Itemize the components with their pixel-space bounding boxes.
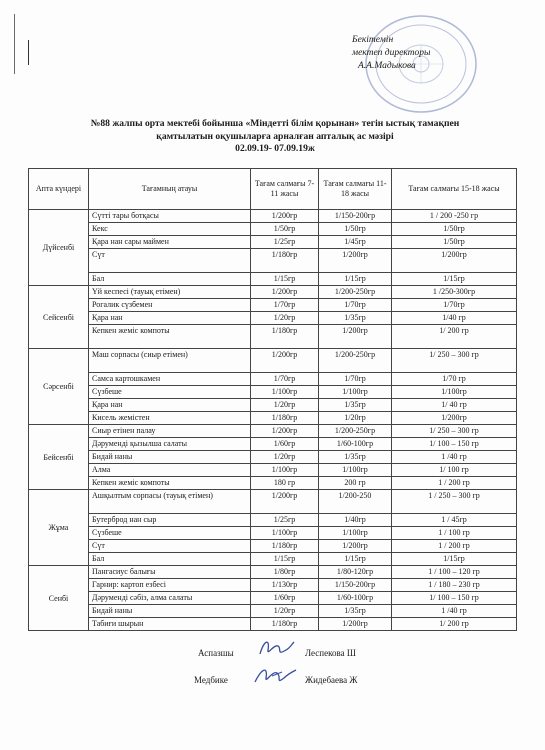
table-row xyxy=(29,579,517,592)
weight-15-18-cell: 1 /40 гр xyxy=(392,451,517,464)
weight-7-11-cell: 1/180гр xyxy=(251,325,319,349)
table-row xyxy=(29,210,517,223)
weight-7-11-cell: 1/60гр xyxy=(251,438,319,451)
weight-7-11-cell: 1/100гр xyxy=(251,527,319,540)
weight-15-18-cell: 1 / 45гр xyxy=(392,514,517,527)
table-row xyxy=(29,349,517,373)
header-weight-11-18: Тағам салмағы 11-18 жасы xyxy=(319,169,392,210)
table-row xyxy=(29,399,517,412)
weight-11-18-cell: 1/100гр xyxy=(319,527,392,540)
dish-name-cell: Қара нан xyxy=(89,312,251,325)
handwritten-signature-cook xyxy=(256,636,296,660)
table-row xyxy=(29,438,517,451)
weight-7-11-cell: 1/100гр xyxy=(251,464,319,477)
table-row xyxy=(29,386,517,399)
dish-name-cell: Кепкен жеміс компоты xyxy=(89,477,251,490)
table-row xyxy=(29,592,517,605)
dish-name-cell: Дәрумендi сәбіз, алма салаты xyxy=(89,592,251,605)
weight-11-18-cell: 1/70гр xyxy=(319,299,392,312)
weight-15-18-cell: 1/70 гр xyxy=(392,373,517,386)
signature-cook xyxy=(198,648,234,658)
weight-7-11-cell: 1/20гр xyxy=(251,451,319,464)
weight-7-11-cell: 1/60гр xyxy=(251,592,319,605)
table-row xyxy=(29,464,517,477)
margin-tick xyxy=(28,40,29,65)
dish-name-cell: Кепкен жеміс компоты xyxy=(89,325,251,349)
weight-7-11-cell: 1/80гр xyxy=(251,566,319,579)
weight-11-18-cell: 1/60-100гр xyxy=(319,592,392,605)
day-name-cell: Сәрсенбі xyxy=(29,349,89,425)
dish-name-cell: Сиыр етінен палау xyxy=(89,425,251,438)
weight-11-18-cell: 1/150-200гр xyxy=(319,210,392,223)
weight-7-11-cell: 180 гр xyxy=(251,477,319,490)
signature-role: Медбике xyxy=(194,675,228,685)
header-weight-7-11: Тағам салмағы 7-11 жасы xyxy=(251,169,319,210)
weight-15-18-cell: 1/ 100 – 150 гр xyxy=(392,592,517,605)
dish-name-cell: Сүзбеше xyxy=(89,527,251,540)
day-name-cell: Сейсенбі xyxy=(29,286,89,349)
table-row xyxy=(29,566,517,579)
weight-7-11-cell: 1/180гр xyxy=(251,249,319,273)
weight-11-18-cell: 1/200-250гр xyxy=(319,286,392,299)
table-row xyxy=(29,299,517,312)
weight-11-18-cell: 1/45гр xyxy=(319,236,392,249)
weight-7-11-cell: 1/50гр xyxy=(251,223,319,236)
weight-15-18-cell: 1 / 200 -250 гр xyxy=(392,210,517,223)
day-name-cell: Бейсенбі xyxy=(29,425,89,490)
weekly-menu-table xyxy=(28,168,517,631)
weight-11-18-cell: 1/35гр xyxy=(319,399,392,412)
dish-name-cell: Ашқылтым сорпасы (тауық етімен) xyxy=(89,490,251,514)
dish-name-cell: Бутерброд нан сыр xyxy=(89,514,251,527)
weight-11-18-cell: 1/100гр xyxy=(319,464,392,477)
table-row xyxy=(29,373,517,386)
weight-7-11-cell: 1/180гр xyxy=(251,618,319,631)
title-line-2: қамтылатын оқушыларға арналған апталық ас мәзірі xyxy=(156,130,394,142)
table-row xyxy=(29,273,517,286)
approval-line-3: А.А.Мадыкова xyxy=(358,61,416,71)
weight-11-18-cell: 1/35гр xyxy=(319,451,392,464)
weight-11-18-cell: 1/80-120гр xyxy=(319,566,392,579)
weight-7-11-cell: 1/20гр xyxy=(251,605,319,618)
weight-7-11-cell: 1/200гр xyxy=(251,425,319,438)
weight-15-18-cell: 1 /40 гр xyxy=(392,605,517,618)
weight-7-11-cell: 1/25гр xyxy=(251,236,319,249)
weight-11-18-cell: 1/200гр xyxy=(319,325,392,349)
weight-11-18-cell: 1/100гр xyxy=(319,386,392,399)
dish-name-cell: Рогалик сүзбемен xyxy=(89,299,251,312)
weight-7-11-cell: 1/200гр xyxy=(251,349,319,373)
weight-15-18-cell: 1/200гр xyxy=(392,412,517,425)
weight-7-11-cell: 1/20гр xyxy=(251,312,319,325)
title-line-3: 02.09.19- 07.09.19ж xyxy=(235,143,315,154)
weight-15-18-cell: 1 / 100 – 120 гр xyxy=(392,566,517,579)
dish-name-cell: Кекс xyxy=(89,223,251,236)
signature-nurse-name xyxy=(305,675,357,685)
table-header-row xyxy=(29,169,517,210)
table-row xyxy=(29,490,517,514)
dish-name-cell: Сүт xyxy=(89,249,251,273)
table-row xyxy=(29,223,517,236)
table-row xyxy=(29,236,517,249)
weight-15-18-cell: 1/200гр xyxy=(392,249,517,273)
weight-11-18-cell: 1/150-200гр xyxy=(319,579,392,592)
dish-name-cell: Бал xyxy=(89,273,251,286)
signature-name: Леспекова Ш xyxy=(305,648,356,658)
table-row xyxy=(29,540,517,553)
weight-11-18-cell: 1/200-250 xyxy=(319,490,392,514)
weight-11-18-cell: 200 гр xyxy=(319,477,392,490)
table-row xyxy=(29,553,517,566)
weight-7-11-cell: 1/180гр xyxy=(251,540,319,553)
weight-15-18-cell: 1/50гр xyxy=(392,236,517,249)
dish-name-cell: Сүзбеше xyxy=(89,386,251,399)
approval-block xyxy=(352,34,430,73)
table-row xyxy=(29,514,517,527)
signature-cook-name xyxy=(305,648,356,658)
weight-15-18-cell: 1/ 200 гр xyxy=(392,618,517,631)
dish-name-cell: Табиғи шырын xyxy=(89,618,251,631)
weight-11-18-cell: 1/35гр xyxy=(319,605,392,618)
weight-11-18-cell: 1/200-250гр xyxy=(319,425,392,438)
weight-7-11-cell: 1/130гр xyxy=(251,579,319,592)
margin-line xyxy=(14,14,15,74)
weight-15-18-cell: 1/50гр xyxy=(392,223,517,236)
table-row xyxy=(29,249,517,273)
dish-name-cell: Дәрумендi қызылша салаты xyxy=(89,438,251,451)
weight-15-18-cell: 1 / 200 гр xyxy=(392,540,517,553)
weight-15-18-cell: 1/ 200 гр xyxy=(392,325,517,349)
dish-name-cell: Бидай наны xyxy=(89,451,251,464)
dish-name-cell: Қара нан xyxy=(89,399,251,412)
dish-name-cell: Бидай наны xyxy=(89,605,251,618)
weight-11-18-cell: 1/40гр xyxy=(319,514,392,527)
dish-name-cell: Пангасиус балығы xyxy=(89,566,251,579)
table-row xyxy=(29,618,517,631)
weight-7-11-cell: 1/25гр xyxy=(251,514,319,527)
weight-11-18-cell: 1/200гр xyxy=(319,540,392,553)
weight-15-18-cell: 1 / 200 гр xyxy=(392,477,517,490)
dish-name-cell: Алма xyxy=(89,464,251,477)
weight-7-11-cell: 1/70гр xyxy=(251,299,319,312)
dish-name-cell: Сүт xyxy=(89,540,251,553)
dish-name-cell: Самса картошкамен xyxy=(89,373,251,386)
weight-7-11-cell: 1/200гр xyxy=(251,286,319,299)
weight-11-18-cell: 1/15гр xyxy=(319,553,392,566)
weight-11-18-cell: 1/200гр xyxy=(319,249,392,273)
dish-name-cell: Бал xyxy=(89,553,251,566)
table-row xyxy=(29,605,517,618)
signature-nurse xyxy=(194,675,228,685)
dish-name-cell: Маш сорпасы (сиыр етімен) xyxy=(89,349,251,373)
weight-15-18-cell: 1/70гр xyxy=(392,299,517,312)
weight-11-18-cell: 1/15гр xyxy=(319,273,392,286)
day-name-cell: Жұма xyxy=(29,490,89,566)
weight-11-18-cell: 1/20гр xyxy=(319,412,392,425)
weight-7-11-cell: 1/15гр xyxy=(251,273,319,286)
weight-15-18-cell: 1/100гр xyxy=(392,386,517,399)
weight-15-18-cell: 1/ 100 гр xyxy=(392,464,517,477)
weight-11-18-cell: 1/200-250гр xyxy=(319,349,392,373)
table-row xyxy=(29,477,517,490)
table-row xyxy=(29,425,517,438)
table-row xyxy=(29,312,517,325)
signature-name: Жидебаева Ж xyxy=(305,675,358,685)
dish-name-cell: Қара нан сары маймен xyxy=(89,236,251,249)
weight-15-18-cell: 1/40 гр xyxy=(392,312,517,325)
table-row xyxy=(29,325,517,349)
weight-15-18-cell: 1 / 180 – 230 гр xyxy=(392,579,517,592)
approval-line-1: Бекітемін xyxy=(352,35,394,45)
weight-15-18-cell: 1/15гр xyxy=(392,273,517,286)
dish-name-cell: Сүтті тары ботқасы xyxy=(89,210,251,223)
header-dish: Тағамның атауы xyxy=(89,169,251,210)
weight-15-18-cell: 1/ 250 – 300 гр xyxy=(392,425,517,438)
dish-name-cell: Гарнир: картоп езбесі xyxy=(89,579,251,592)
weight-11-18-cell: 1/35гр xyxy=(319,312,392,325)
day-name-cell: Сенбі xyxy=(29,566,89,631)
table-row xyxy=(29,451,517,464)
weight-15-18-cell: 1 / 100 гр xyxy=(392,527,517,540)
header-weight-15-18: Тағам салмағы 15-18 жасы xyxy=(392,169,517,210)
dish-name-cell: Кисель жемістен xyxy=(89,412,251,425)
approval-line-2: мектеп директоры xyxy=(352,48,431,58)
weight-11-18-cell: 1/200гр xyxy=(319,618,392,631)
weight-15-18-cell: 1/ 40 гр xyxy=(392,399,517,412)
signature-role: Аспазшы xyxy=(198,648,234,658)
weight-7-11-cell: 1/200гр xyxy=(251,210,319,223)
title-line-1: №88 жалпы орта мектебі бойынша «Міндетті білім қорынан» тегін ыстық тамақпен xyxy=(90,118,460,129)
weight-15-18-cell: 1/ 100 – 150 гр xyxy=(392,438,517,451)
dish-name-cell: Үй кеспесі (тауық етімен) xyxy=(89,286,251,299)
table-row xyxy=(29,527,517,540)
weight-15-18-cell: 1/15гр xyxy=(392,553,517,566)
weight-7-11-cell: 1/200гр xyxy=(251,490,319,514)
weight-7-11-cell: 1/20гр xyxy=(251,399,319,412)
weight-7-11-cell: 1/180гр xyxy=(251,412,319,425)
table-body xyxy=(29,210,517,631)
weight-7-11-cell: 1/100гр xyxy=(251,386,319,399)
weight-11-18-cell: 1/50гр xyxy=(319,223,392,236)
weight-7-11-cell: 1/15гр xyxy=(251,553,319,566)
header-day: Апта күндері xyxy=(29,169,89,210)
handwritten-signature-nurse xyxy=(252,662,298,688)
document-title xyxy=(40,118,510,156)
weight-15-18-cell: 1/ 250 – 300 гр xyxy=(392,349,517,373)
weight-15-18-cell: 1 / 250 – 300 гр xyxy=(392,490,517,514)
table-row xyxy=(29,286,517,299)
weight-15-18-cell: 1 /250-300гр xyxy=(392,286,517,299)
day-name-cell: Дүйсенбі xyxy=(29,210,89,286)
weight-7-11-cell: 1/70гр xyxy=(251,373,319,386)
weight-11-18-cell: 1/70гр xyxy=(319,373,392,386)
table-row xyxy=(29,412,517,425)
weight-11-18-cell: 1/60-100гр xyxy=(319,438,392,451)
